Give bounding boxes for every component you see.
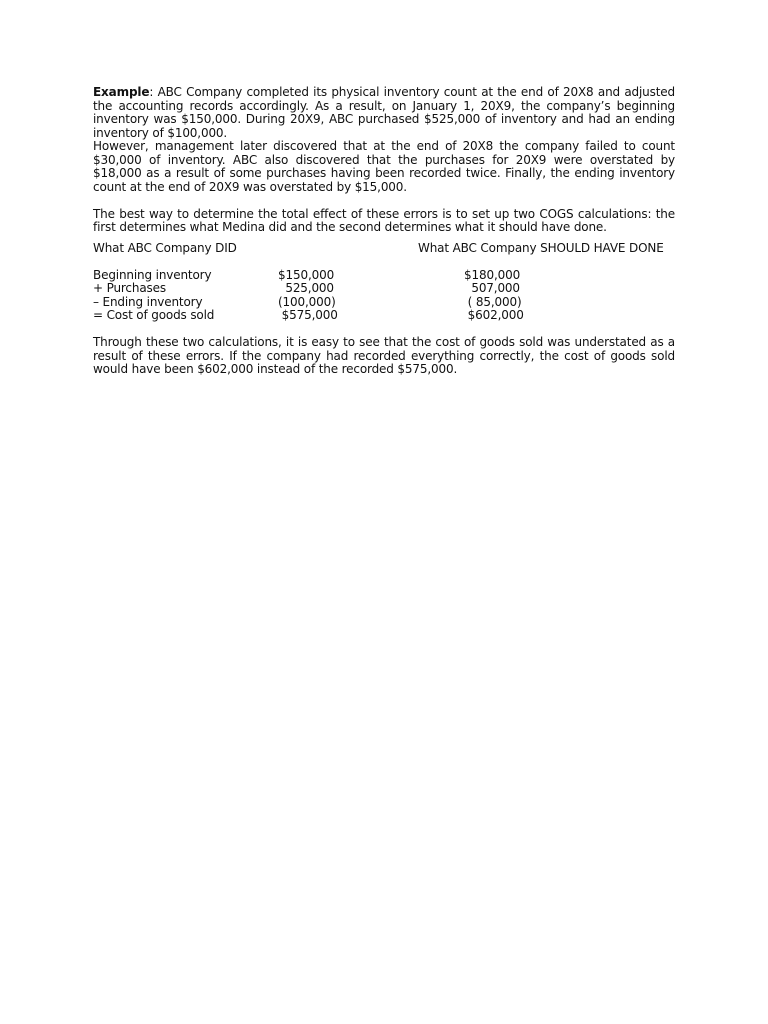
cogs-did-value: $150,000 bbox=[278, 267, 335, 282]
conclusion-paragraph: Through these two calculations, it is easy to see that the cost of goods sold was understated as a result of these errors. If the company had recorded everything correctly, the cost of goods sold would have been $602,000 instead of the recorded $575,000. bbox=[93, 335, 675, 376]
cogs-row-cost-of-goods-sold bbox=[93, 309, 675, 323]
cogs-label: – Ending inventory bbox=[93, 294, 203, 309]
cogs-column-headers bbox=[93, 242, 675, 256]
method-paragraph: The best way to determine the total effect of these errors is to set up two COGS calculations: the first determines what Medina did and the second determines what it should have done. bbox=[93, 206, 675, 234]
header-should: What ABC Company SHOULD HAVE DONE bbox=[418, 240, 664, 255]
document-page bbox=[93, 86, 675, 377]
intro-paragraph bbox=[93, 86, 675, 140]
intro-text: ABC Company completed its physical inventory count at the end of 20X8 and adjusted the accounting records accordingly. As a result, on January 1, 20X9, the company’s beginning inventory was $150,000. During 20X9, ABC purchased $525,000 of inventory and had an ending inventory of $100,000. bbox=[93, 85, 675, 140]
discovery-paragraph: However, management later discovered that at the end of 20X8 the company failed to count $30,000 of inventory. ABC also discovered that the purchases for 20X9 were overstated by $18,000 as a result of some purchases having been recorded twice. Finally, the ending inventory count at the end of 20X9 was overstated by $15,000. bbox=[93, 139, 675, 194]
cogs-row-beginning-inventory bbox=[93, 269, 675, 283]
cogs-label: = Cost of goods sold bbox=[93, 308, 215, 322]
cogs-label: Beginning inventory bbox=[93, 267, 212, 282]
cogs-calculation-table bbox=[93, 269, 675, 323]
cogs-label: + Purchases bbox=[93, 281, 166, 295]
header-did: What ABC Company DID bbox=[93, 240, 237, 255]
cogs-should-value: $180,000 bbox=[464, 267, 521, 282]
example-colon: : bbox=[149, 85, 158, 99]
cogs-row-purchases bbox=[93, 282, 675, 296]
cogs-row-ending-inventory bbox=[93, 296, 675, 310]
example-lead: Example bbox=[93, 85, 150, 99]
cogs-should-value: ( 85,000) bbox=[464, 294, 522, 309]
cogs-did-value: (100,000) bbox=[278, 294, 336, 309]
cogs-did-value: $575,000 bbox=[278, 308, 338, 322]
cogs-did-value: 525,000 bbox=[278, 281, 334, 295]
cogs-should-value: 507,000 bbox=[464, 281, 520, 295]
cogs-should-value: $602,000 bbox=[464, 308, 524, 322]
